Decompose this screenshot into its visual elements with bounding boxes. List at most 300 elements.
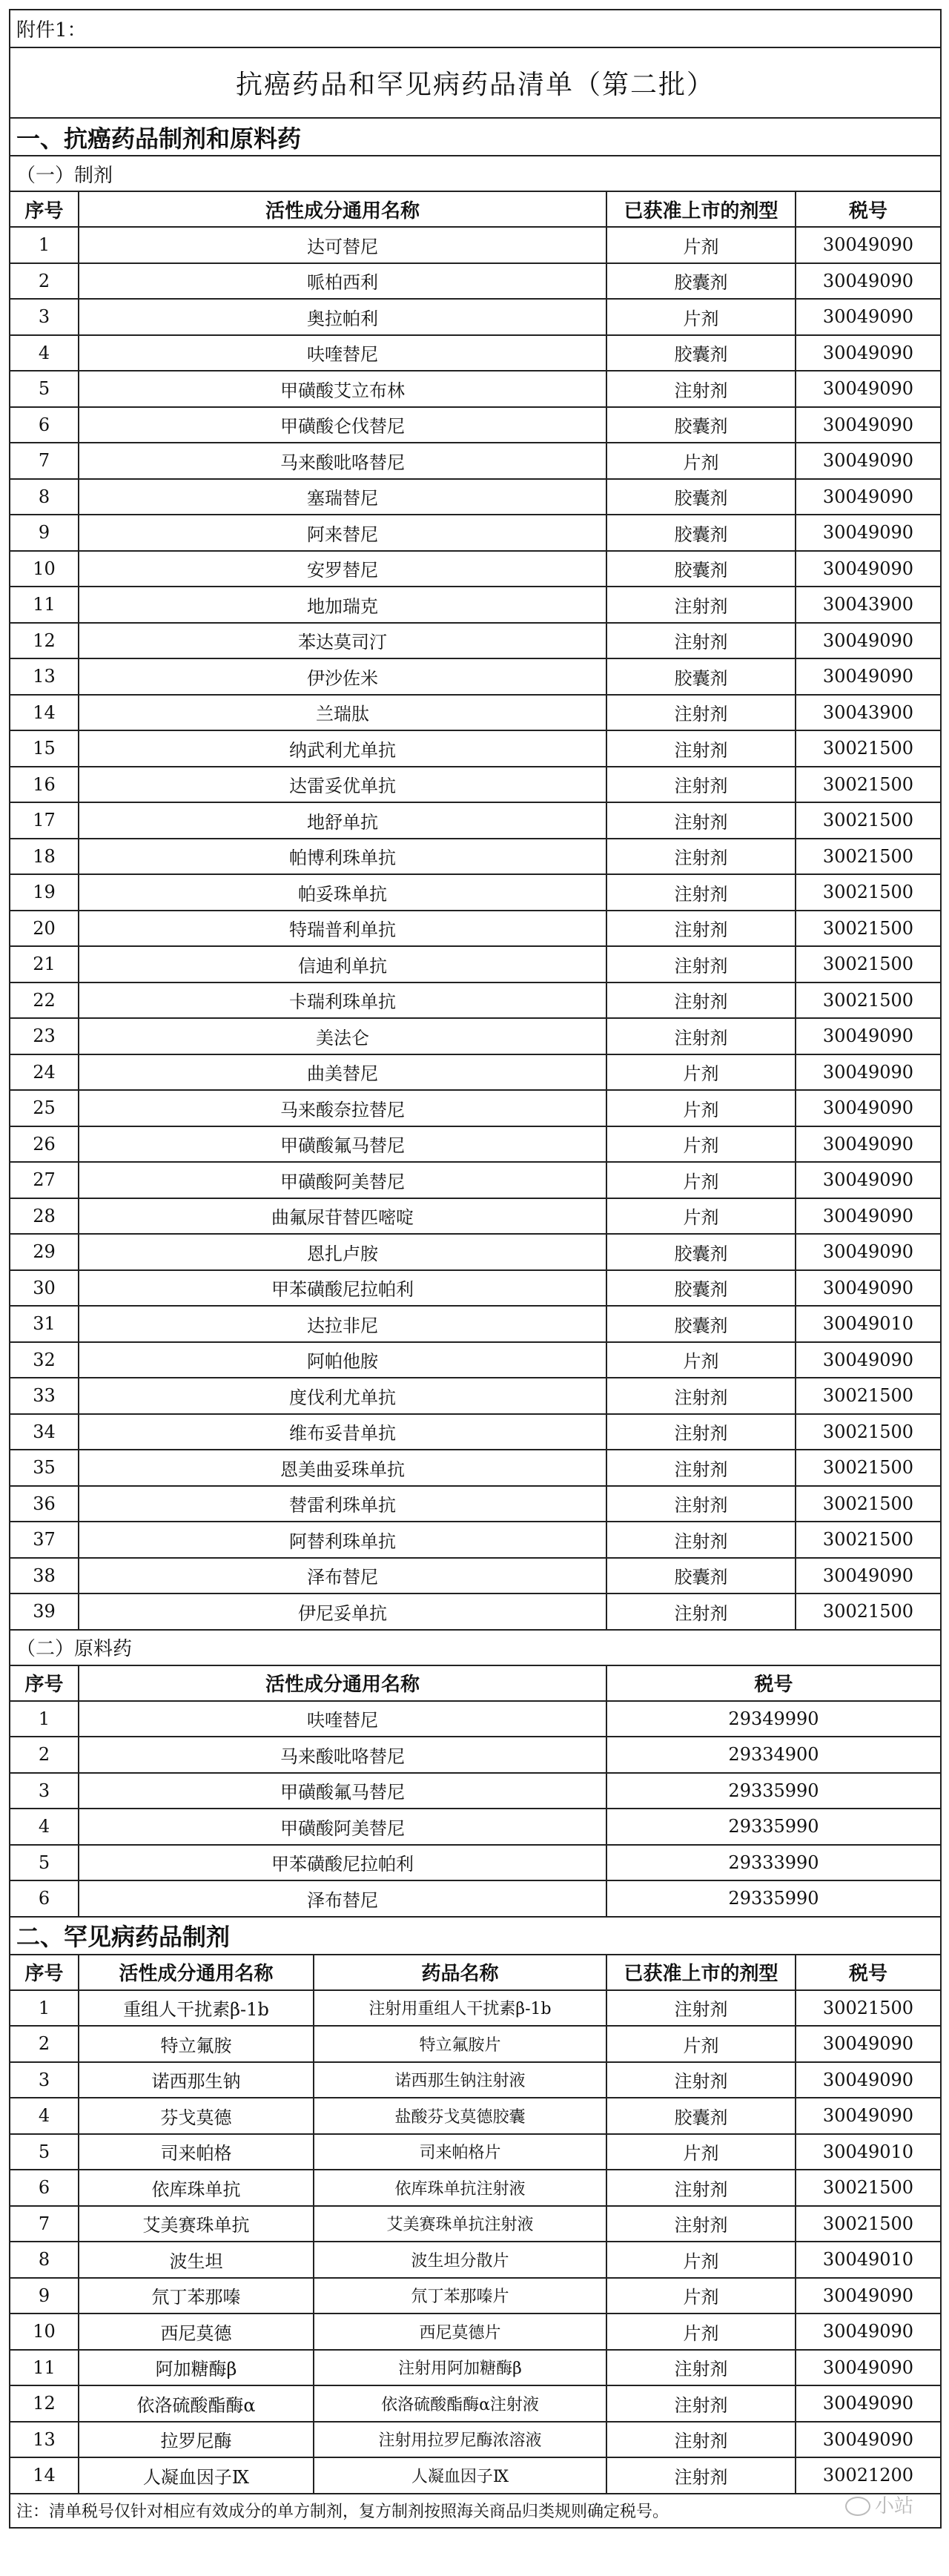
- row-index: 19: [10, 874, 79, 911]
- header-index: 序号: [10, 191, 79, 227]
- row-dosage-form: 注射剂: [606, 2422, 796, 2458]
- header-tariff-code: 税号: [796, 1955, 941, 1990]
- table-row: [10, 1054, 941, 1091]
- row-index: 5: [10, 1845, 79, 1881]
- row-tariff-code: 30049090: [796, 335, 941, 371]
- document-page: [9, 9, 940, 2529]
- row-tariff-code: 30021500: [796, 1990, 941, 2027]
- row-tariff-code: 30049010: [796, 1306, 941, 1342]
- header-drug-name: 药品名称: [314, 1955, 606, 1990]
- row-dosage-form: 片剂: [606, 1090, 796, 1126]
- row-ingredient: 阿帕他胺: [79, 1342, 606, 1378]
- table-row: [10, 1486, 941, 1522]
- row-ingredient: 甲磺酸氟马替尼: [79, 1773, 606, 1809]
- row-ingredient: 恩美曲妥珠单抗: [79, 1450, 606, 1486]
- row-dosage-form: 胶囊剂: [606, 335, 796, 371]
- row-tariff-code: 30049090: [796, 1018, 941, 1054]
- row-dosage-form: 注射剂: [606, 802, 796, 839]
- row-ingredient: 恩扎卢胺: [79, 1234, 606, 1270]
- row-tariff-code: 30049090: [796, 443, 941, 479]
- row-dosage-form: 胶囊剂: [606, 658, 796, 695]
- row-dosage-form: 注射剂: [606, 2350, 796, 2386]
- title-row: [10, 47, 941, 118]
- row-ingredient: 达可替尼: [79, 227, 606, 263]
- note-row: [10, 2494, 941, 2528]
- row-index: 11: [10, 587, 79, 623]
- row-drug-name: 波生坦分散片: [314, 2242, 606, 2278]
- row-tariff-code: 30021500: [796, 982, 941, 1019]
- row-dosage-form: 注射剂: [606, 1522, 796, 1558]
- row-dosage-form: 胶囊剂: [606, 2098, 796, 2134]
- row-dosage-form: 胶囊剂: [606, 515, 796, 551]
- row-ingredient: 芬戈莫德: [79, 2098, 314, 2134]
- row-ingredient: 依洛硫酸酯酶α: [79, 2385, 314, 2422]
- table-row: [10, 1809, 941, 1845]
- row-index: 39: [10, 1594, 79, 1630]
- row-index: 8: [10, 479, 79, 515]
- row-ingredient: 塞瑞替尼: [79, 479, 606, 515]
- table-row: [10, 1773, 941, 1809]
- row-tariff-code: 30049090: [796, 1342, 941, 1378]
- table-row: [10, 443, 941, 479]
- row-index: 26: [10, 1126, 79, 1163]
- row-index: 1: [10, 1701, 79, 1737]
- table-row: [10, 2422, 941, 2458]
- row-ingredient: 曲美替尼: [79, 1054, 606, 1091]
- row-ingredient: 甲磺酸阿美替尼: [79, 1162, 606, 1198]
- row-tariff-code: 30021500: [796, 874, 941, 911]
- table-row: [10, 515, 941, 551]
- row-index: 37: [10, 1522, 79, 1558]
- row-dosage-form: 片剂: [606, 1162, 796, 1198]
- row-drug-name: 特立氟胺片: [314, 2026, 606, 2062]
- row-index: 30: [10, 1270, 79, 1307]
- row-index: 32: [10, 1342, 79, 1378]
- row-tariff-code: 30049090: [796, 623, 941, 659]
- header-index: 序号: [10, 1955, 79, 1990]
- row-dosage-form: 注射剂: [606, 623, 796, 659]
- row-dosage-form: 注射剂: [606, 1378, 796, 1414]
- row-index: 7: [10, 2206, 79, 2242]
- row-drug-name: 注射用重组人干扰素β-1b: [314, 1990, 606, 2027]
- attachment-label: 附件1：: [10, 10, 941, 47]
- row-index: 15: [10, 730, 79, 767]
- row-dosage-form: 胶囊剂: [606, 1306, 796, 1342]
- row-dosage-form: 片剂: [606, 1198, 796, 1235]
- row-index: 5: [10, 2134, 79, 2170]
- header-index: 序号: [10, 1665, 79, 1701]
- row-ingredient: 拉罗尼酶: [79, 2422, 314, 2458]
- header-ingredient: 活性成分通用名称: [79, 1955, 314, 1990]
- section1-heading-row: [10, 118, 941, 156]
- row-dosage-form: 注射剂: [606, 2206, 796, 2242]
- table-row: [10, 479, 941, 515]
- table-row: [10, 551, 941, 587]
- row-tariff-code: 30021500: [796, 2170, 941, 2206]
- row-index: 16: [10, 767, 79, 803]
- row-index: 23: [10, 1018, 79, 1054]
- row-ingredient: 泽布替尼: [79, 1558, 606, 1594]
- table-row: [10, 2242, 941, 2278]
- row-ingredient: 艾美赛珠单抗: [79, 2206, 314, 2242]
- row-index: 3: [10, 2062, 79, 2098]
- table-row: [10, 1306, 941, 1342]
- row-index: 6: [10, 1880, 79, 1917]
- row-index: 28: [10, 1198, 79, 1235]
- row-drug-name: 注射用拉罗尼酶浓溶液: [314, 2422, 606, 2458]
- row-dosage-form: 注射剂: [606, 2385, 796, 2422]
- row-dosage-form: 注射剂: [606, 2062, 796, 2098]
- row-dosage-form: 片剂: [606, 1126, 796, 1163]
- row-dosage-form: 注射剂: [606, 839, 796, 875]
- row-dosage-form: 注射剂: [606, 371, 796, 407]
- row-tariff-code: 30049090: [796, 2422, 941, 2458]
- row-index: 14: [10, 2457, 79, 2494]
- row-index: 2: [10, 263, 79, 300]
- row-tariff-code: 30021500: [796, 839, 941, 875]
- table-row: [10, 2206, 941, 2242]
- row-ingredient: 特瑞普利单抗: [79, 911, 606, 947]
- row-ingredient: 甲苯磺酸尼拉帕利: [79, 1845, 606, 1881]
- row-dosage-form: 注射剂: [606, 946, 796, 982]
- table-row: [10, 1701, 941, 1737]
- row-tariff-code: 30021500: [796, 2206, 941, 2242]
- row-drug-name: 司来帕格片: [314, 2134, 606, 2170]
- row-tariff-code: 30049090: [796, 2350, 941, 2386]
- row-index: 6: [10, 407, 79, 443]
- row-ingredient: 奥拉帕利: [79, 299, 606, 335]
- row-tariff-code: 30049090: [796, 2026, 941, 2062]
- row-ingredient: 阿加糖酶β: [79, 2350, 314, 2386]
- row-dosage-form: 注射剂: [606, 695, 796, 731]
- wechat-logo-icon: [845, 2497, 870, 2516]
- row-ingredient: 西尼莫德: [79, 2314, 314, 2350]
- table-row: [10, 1522, 941, 1558]
- row-tariff-code: 30049090: [796, 371, 941, 407]
- row-ingredient: 替雷利珠单抗: [79, 1486, 606, 1522]
- row-index: 3: [10, 1773, 79, 1809]
- row-ingredient: 帕妥珠单抗: [79, 874, 606, 911]
- sub2-label: （二）原料药: [10, 1630, 941, 1665]
- row-tariff-code: 29333990: [606, 1845, 941, 1881]
- row-dosage-form: 胶囊剂: [606, 1558, 796, 1594]
- row-index: 24: [10, 1054, 79, 1091]
- table-row: [10, 1234, 941, 1270]
- row-tariff-code: 30049090: [796, 2278, 941, 2314]
- table-row: [10, 1342, 941, 1378]
- table-row: [10, 1558, 941, 1594]
- row-dosage-form: 胶囊剂: [606, 479, 796, 515]
- row-tariff-code: 30021500: [796, 730, 941, 767]
- section2-heading-row: [10, 1917, 941, 1955]
- table-row: [10, 839, 941, 875]
- table-row: [10, 2170, 941, 2206]
- table-row: [10, 263, 941, 300]
- row-tariff-code: 30049090: [796, 299, 941, 335]
- row-tariff-code: 30049090: [796, 1162, 941, 1198]
- row-ingredient: 伊沙佐米: [79, 658, 606, 695]
- table-row: [10, 1270, 941, 1307]
- table-row: [10, 1737, 941, 1773]
- table-row: [10, 1450, 941, 1486]
- row-tariff-code: 29335990: [606, 1809, 941, 1845]
- row-dosage-form: 注射剂: [606, 1486, 796, 1522]
- table-row: [10, 982, 941, 1019]
- row-index: 35: [10, 1450, 79, 1486]
- row-index: 4: [10, 1809, 79, 1845]
- row-drug-name: 氘丁苯那嗪片: [314, 2278, 606, 2314]
- row-tariff-code: 30049090: [796, 479, 941, 515]
- header-tariff-code: 税号: [796, 191, 941, 227]
- row-index: 14: [10, 695, 79, 731]
- row-dosage-form: 注射剂: [606, 874, 796, 911]
- sub2-header-row: [10, 1665, 941, 1701]
- row-dosage-form: 注射剂: [606, 2457, 796, 2494]
- row-ingredient: 波生坦: [79, 2242, 314, 2278]
- row-index: 25: [10, 1090, 79, 1126]
- row-ingredient: 马来酸吡咯替尼: [79, 1737, 606, 1773]
- row-index: 29: [10, 1234, 79, 1270]
- table-row: [10, 658, 941, 695]
- row-dosage-form: 注射剂: [606, 1414, 796, 1450]
- row-index: 13: [10, 658, 79, 695]
- sub1-label: （一）制剂: [10, 156, 941, 191]
- header-dosage-form: 已获准上市的剂型: [606, 191, 796, 227]
- row-dosage-form: 片剂: [606, 443, 796, 479]
- table-row: [10, 730, 941, 767]
- row-tariff-code: 30049090: [796, 227, 941, 263]
- row-dosage-form: 胶囊剂: [606, 263, 796, 300]
- row-ingredient: 甲磺酸艾立布林: [79, 371, 606, 407]
- header-tariff-code: 税号: [606, 1665, 941, 1701]
- row-dosage-form: 注射剂: [606, 1450, 796, 1486]
- row-ingredient: 兰瑞肽: [79, 695, 606, 731]
- row-dosage-form: 片剂: [606, 2242, 796, 2278]
- table-row: [10, 335, 941, 371]
- row-drug-name: 人凝血因子Ⅸ: [314, 2457, 606, 2494]
- row-dosage-form: 片剂: [606, 1342, 796, 1378]
- row-dosage-form: 注射剂: [606, 587, 796, 623]
- row-tariff-code: 30049090: [796, 1090, 941, 1126]
- sub1-label-row: [10, 156, 941, 191]
- watermark: [845, 2491, 913, 2518]
- row-dosage-form: 注射剂: [606, 1018, 796, 1054]
- row-index: 17: [10, 802, 79, 839]
- row-tariff-code: 30049090: [796, 407, 941, 443]
- table-row: [10, 2026, 941, 2062]
- row-ingredient: 信迪利单抗: [79, 946, 606, 982]
- row-index: 10: [10, 2314, 79, 2350]
- row-tariff-code: 30049090: [796, 2098, 941, 2134]
- row-ingredient: 人凝血因子Ⅸ: [79, 2457, 314, 2494]
- table-row: [10, 1018, 941, 1054]
- sub2-label-row: [10, 1630, 941, 1665]
- row-index: 4: [10, 2098, 79, 2134]
- table-row: [10, 2134, 941, 2170]
- row-ingredient: 曲氟尿苷替匹嘧啶: [79, 1198, 606, 1235]
- table-row: [10, 1880, 941, 1917]
- header-ingredient: 活性成分通用名称: [79, 191, 606, 227]
- row-dosage-form: 胶囊剂: [606, 551, 796, 587]
- row-drug-name: 艾美赛珠单抗注射液: [314, 2206, 606, 2242]
- row-ingredient: 地加瑞克: [79, 587, 606, 623]
- row-dosage-form: 片剂: [606, 2278, 796, 2314]
- row-tariff-code: 29349990: [606, 1701, 941, 1737]
- row-index: 1: [10, 227, 79, 263]
- row-ingredient: 诺西那生钠: [79, 2062, 314, 2098]
- row-index: 2: [10, 1737, 79, 1773]
- row-ingredient: 纳武利尤单抗: [79, 730, 606, 767]
- section2-heading: 二、罕见病药品制剂: [10, 1917, 941, 1955]
- table-row: [10, 1845, 941, 1881]
- table-row: [10, 2350, 941, 2386]
- row-tariff-code: 30049090: [796, 515, 941, 551]
- row-index: 11: [10, 2350, 79, 2386]
- row-dosage-form: 片剂: [606, 1054, 796, 1091]
- row-ingredient: 地舒单抗: [79, 802, 606, 839]
- row-drug-name: 西尼莫德片: [314, 2314, 606, 2350]
- row-index: 6: [10, 2170, 79, 2206]
- row-ingredient: 重组人干扰素β-1b: [79, 1990, 314, 2027]
- row-drug-name: 依洛硫酸酯酶α注射液: [314, 2385, 606, 2422]
- row-tariff-code: 30049090: [796, 1054, 941, 1091]
- table-row: [10, 2385, 941, 2422]
- row-ingredient: 帕博利珠单抗: [79, 839, 606, 875]
- header-dosage-form: 已获准上市的剂型: [606, 1955, 796, 1990]
- row-ingredient: 依库珠单抗: [79, 2170, 314, 2206]
- footnote: 注：清单税号仅针对相应有效成分的单方制剂，复方制剂按照海关商品归类规则确定税号。: [10, 2494, 941, 2528]
- row-ingredient: 甲苯磺酸尼拉帕利: [79, 1270, 606, 1307]
- row-ingredient: 司来帕格: [79, 2134, 314, 2170]
- attachment-row: [10, 10, 941, 47]
- row-dosage-form: 胶囊剂: [606, 1234, 796, 1270]
- table-row: [10, 299, 941, 335]
- row-dosage-form: 注射剂: [606, 1594, 796, 1630]
- row-tariff-code: 30049090: [796, 2385, 941, 2422]
- row-index: 22: [10, 982, 79, 1019]
- row-drug-name: 诺西那生钠注射液: [314, 2062, 606, 2098]
- row-index: 12: [10, 2385, 79, 2422]
- table-row: [10, 1198, 941, 1235]
- row-tariff-code: 30049090: [796, 1558, 941, 1594]
- row-index: 7: [10, 443, 79, 479]
- row-index: 13: [10, 2422, 79, 2458]
- row-tariff-code: 29334900: [606, 1737, 941, 1773]
- row-ingredient: 阿来替尼: [79, 515, 606, 551]
- row-tariff-code: 30049010: [796, 2242, 941, 2278]
- row-dosage-form: 胶囊剂: [606, 407, 796, 443]
- row-index: 3: [10, 299, 79, 335]
- table-row: [10, 695, 941, 731]
- row-index: 2: [10, 2026, 79, 2062]
- row-index: 12: [10, 623, 79, 659]
- row-index: 9: [10, 2278, 79, 2314]
- table-row: [10, 371, 941, 407]
- row-index: 1: [10, 1990, 79, 2027]
- row-ingredient: 马来酸吡咯替尼: [79, 443, 606, 479]
- row-tariff-code: 30021500: [796, 1486, 941, 1522]
- table-row: [10, 767, 941, 803]
- row-ingredient: 阿替利珠单抗: [79, 1522, 606, 1558]
- row-ingredient: 安罗替尼: [79, 551, 606, 587]
- row-ingredient: 甲磺酸阿美替尼: [79, 1809, 606, 1845]
- row-dosage-form: 片剂: [606, 2026, 796, 2062]
- row-index: 34: [10, 1414, 79, 1450]
- row-tariff-code: 30043900: [796, 587, 941, 623]
- row-tariff-code: 30049090: [796, 1126, 941, 1163]
- row-dosage-form: 注射剂: [606, 2170, 796, 2206]
- header-ingredient: 活性成分通用名称: [79, 1665, 606, 1701]
- table-row: [10, 623, 941, 659]
- row-index: 4: [10, 335, 79, 371]
- row-ingredient: 特立氟胺: [79, 2026, 314, 2062]
- row-index: 20: [10, 911, 79, 947]
- table-row: [10, 2457, 941, 2494]
- row-index: 36: [10, 1486, 79, 1522]
- row-ingredient: 达拉非尼: [79, 1306, 606, 1342]
- row-dosage-form: 注射剂: [606, 982, 796, 1019]
- row-tariff-code: 29335990: [606, 1773, 941, 1809]
- row-ingredient: 甲磺酸仑伐替尼: [79, 407, 606, 443]
- section2-header-row: [10, 1955, 941, 1990]
- row-tariff-code: 30049090: [796, 551, 941, 587]
- row-index: 8: [10, 2242, 79, 2278]
- row-tariff-code: 30021500: [796, 802, 941, 839]
- row-tariff-code: 30021200: [796, 2457, 941, 2494]
- row-ingredient: 达雷妥优单抗: [79, 767, 606, 803]
- row-dosage-form: 片剂: [606, 2134, 796, 2170]
- row-drug-name: 盐酸芬戈莫德胶囊: [314, 2098, 606, 2134]
- row-tariff-code: 29335990: [606, 1880, 941, 1917]
- row-dosage-form: 胶囊剂: [606, 1270, 796, 1307]
- table-row: [10, 874, 941, 911]
- table-row: [10, 1126, 941, 1163]
- page-title: 抗癌药品和罕见病药品清单（第二批）: [10, 47, 941, 118]
- row-index: 10: [10, 551, 79, 587]
- row-tariff-code: 30021500: [796, 911, 941, 947]
- row-dosage-form: 片剂: [606, 227, 796, 263]
- row-ingredient: 甲磺酸氟马替尼: [79, 1126, 606, 1163]
- table-row: [10, 2098, 941, 2134]
- table-row: [10, 1594, 941, 1630]
- row-dosage-form: 片剂: [606, 299, 796, 335]
- table-row: [10, 2314, 941, 2350]
- table-row: [10, 1162, 941, 1198]
- row-index: 9: [10, 515, 79, 551]
- row-ingredient: 泽布替尼: [79, 1880, 606, 1917]
- row-ingredient: 卡瑞利珠单抗: [79, 982, 606, 1019]
- row-tariff-code: 30021500: [796, 767, 941, 803]
- row-index: 33: [10, 1378, 79, 1414]
- row-drug-name: 注射用阿加糖酶β: [314, 2350, 606, 2386]
- row-dosage-form: 注射剂: [606, 911, 796, 947]
- row-ingredient: 美法仑: [79, 1018, 606, 1054]
- table-row: [10, 407, 941, 443]
- table-row: [10, 1378, 941, 1414]
- table-row: [10, 802, 941, 839]
- row-tariff-code: 30049010: [796, 2134, 941, 2170]
- sub1-header-row: [10, 191, 941, 227]
- row-index: 31: [10, 1306, 79, 1342]
- row-tariff-code: 30043900: [796, 695, 941, 731]
- row-tariff-code: 30049090: [796, 1198, 941, 1235]
- row-ingredient: 氘丁苯那嗪: [79, 2278, 314, 2314]
- row-tariff-code: 30049090: [796, 2314, 941, 2350]
- row-index: 21: [10, 946, 79, 982]
- row-ingredient: 度伐利尤单抗: [79, 1378, 606, 1414]
- row-tariff-code: 30021500: [796, 1450, 941, 1486]
- row-ingredient: 哌柏西利: [79, 263, 606, 300]
